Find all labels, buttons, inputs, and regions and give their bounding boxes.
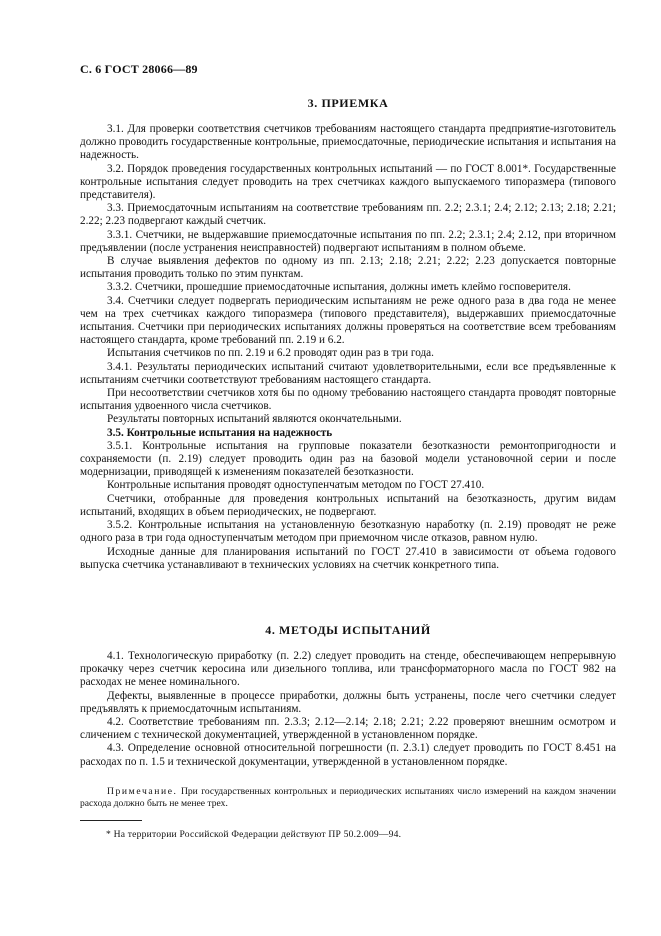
paragraph: 3.3.1. Счетчики, не выдержавшие приемосдаточные испытания по пп. 2.2; 2.3.1; 2.4; 2.12, при вторичном предъявлении (после устранения неисправностей) подвергают испытаниям в полном объеме.: [80, 228, 616, 254]
paragraph: 3.2. Порядок проведения государственных контрольных испытаний — по ГОСТ 8.001*. Государственные контрольные испытания следует проводить на трех счетчиках каждого выпускаемого типоразмера (типового представителя).: [80, 162, 616, 202]
paragraph: 3.3.2. Счетчики, прошедшие приемосдаточные испытания, должны иметь клеймо госповерителя.: [107, 281, 571, 294]
paragraph: Результаты повторных испытаний являются окончательными.: [107, 413, 402, 426]
paragraph: 3.1. Для проверки соответствия счетчиков требованиям настоящего стандарта предприятие-изготовитель должно проводить государственные контрольные, приемосдаточные, периодические испытания и испытания на надежность.: [80, 123, 616, 162]
section-4: [80, 624, 616, 637]
paragraph: Счетчики, отобранные для проведения контрольных испытаний на безотказность, другим видам испытаний, входящих в объем периодических, не подвергают.: [80, 492, 616, 518]
footnote: * На территории Российской Федерации действуют ПР 50.2.009—94.: [106, 829, 402, 840]
paragraph: Контрольные испытания проводят одноступенчатым методом по ГОСТ 27.410.: [107, 479, 485, 492]
paragraph: В случае выявления дефектов по одному из пп. 2.13; 2.18; 2.21; 2.22; 2.23 допускается повторные испытания проводить только по этим пунктам.: [80, 255, 616, 281]
section-3: [80, 97, 616, 110]
paragraph: 3.3. Приемосдаточным испытаниям на соответствие требованиям пп. 2.2; 2.3.1; 2.4; 2.12; 2.13; 2.18; 2.21; 2.22; 2.23 подвергают каждый счетчик.: [80, 202, 616, 228]
note-label: Примечание.: [107, 786, 178, 797]
paragraph: 4.3. Определение основной относительной погрешности (п. 2.3.1) следует проводить по ГОСТ 8.451 на расходах по п. 1.5 и технической документации, утвержденной в установленном порядке.: [80, 742, 616, 768]
paragraph: 3.4.1. Результаты периодических испытаний считают удовлетворительными, если все предъявленные к испытаниям счетчики соответствуют требованиям настоящего стандарта.: [80, 360, 616, 386]
paragraph: 4.2. Соответствие требованиям пп. 2.3.3; 2.12—2.14; 2.18; 2.21; 2.22 проверяют внешним осмотром и сличением с технической документацией, утвержденной в установленном порядке.: [80, 716, 616, 742]
subsection-number: 3.5.: [107, 426, 124, 439]
section-4-title: 4. МЕТОДЫ ИСПЫТАНИЙ: [265, 623, 431, 637]
paragraph: Исходные данные для планирования испытаний по ГОСТ 27.410 в зависимости от объема годового выпуска счетчика устанавливают в технических условиях на счетчик конкретного типа.: [80, 545, 616, 571]
footnote-divider: [80, 820, 142, 821]
section-3-body: [80, 123, 616, 572]
subsection-heading: [80, 427, 616, 440]
paragraph: Дефекты, выявленные в процессе приработки, должны быть устранены, после чего счетчики следует предъявлять к приемосдаточным испытаниям.: [80, 689, 616, 715]
subsection-title: Контрольные испытания на надежность: [126, 426, 333, 439]
paragraph: 3.4. Счетчики следует подвергать периодическим испытаниям не реже одного раза в два года не менее чем на трех счетчиках каждого типоразмера (типового представителя), выдержавших приемосдаточные испытания. Счетчики при периодических испытаниях должны проверяться на соответствие всем требованиям настоящего стандарта, кроме требований пп. 2.19 и 6.2.: [80, 294, 616, 347]
paragraph: 3.5.1. Контрольные испытания на групповые показатели безотказности ремонтопригодности и сохраняемости (п. 2.19) следует проводить один раз на базовой модели установочной серии и после модернизации, приводящей к изменениям показателей безотказности.: [80, 439, 616, 479]
paragraph: Испытания счетчиков по пп. 2.19 и 6.2 проводят один раз в три года.: [107, 347, 434, 360]
paragraph: 4.1. Технологическую приработку (п. 2.2) следует проводить на стенде, обеспечивающем непрерывную прокачку через счетчик керосина или дизельного топлива, или трансформаторного масла по ГОСТ 982 на расходах не менее номинального.: [80, 650, 616, 689]
page-header: С. 6 ГОСТ 28066—89: [80, 62, 198, 76]
note-text: При государственных контрольных и периодических испытаниях число измерений на каждом значении расхода должно быть не менее трех.: [80, 786, 616, 809]
section-3-title: 3. ПРИЕМКА: [307, 96, 389, 110]
paragraph: При несоответствии счетчиков хотя бы по одному требованию настоящего стандарта проводят повторные испытания удвоенного числа счетчиков.: [80, 387, 616, 413]
paragraph: 3.5.2. Контрольные испытания на установленную безотказную наработку (п. 2.19) проводят не реже одного раза в три года одноступенчатым методом при приемочном числе отказов, равном нулю.: [80, 519, 616, 545]
note: [80, 786, 616, 810]
section-4-body: [80, 650, 616, 769]
